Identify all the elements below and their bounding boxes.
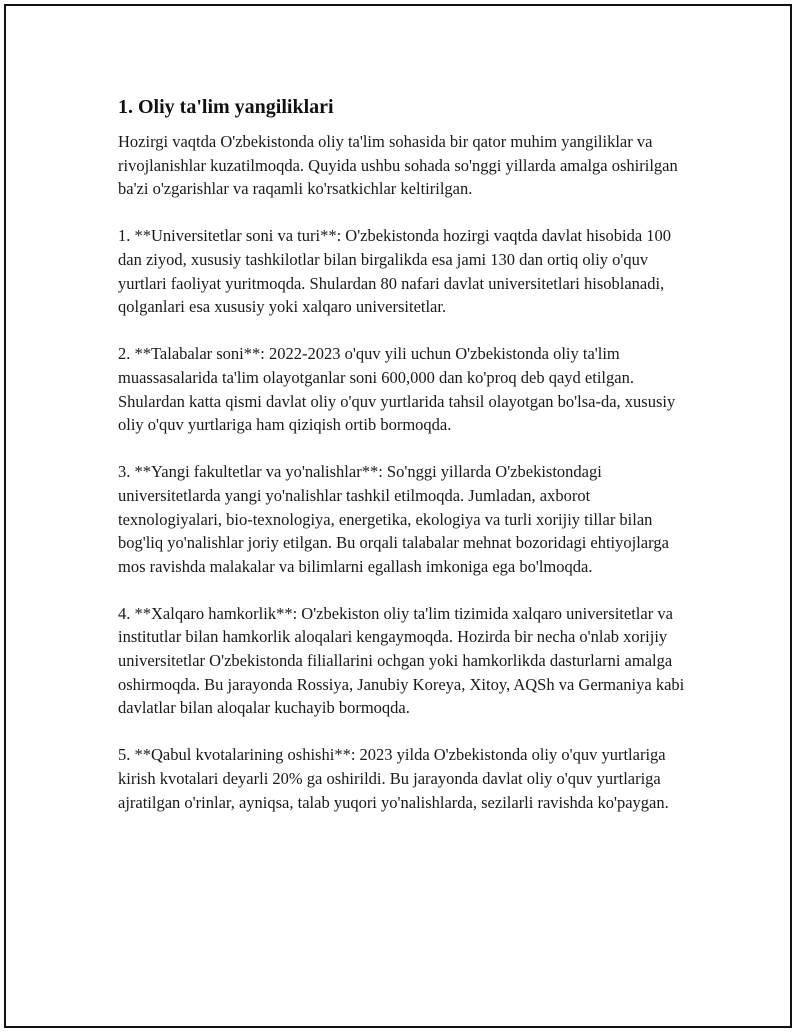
paragraph-admission-quotas: 5. **Qabul kvotalarining oshishi**: 2023 yilda O'zbekistonda oliy o'quv yurtlariga kirish kvotalari deyarli 20% ga oshirildi. Bu jarayonda davlat oliy o'quv yurtlariga ajratilgan o'rinlar, ayniqsa, talab yuqori yo'nalishlarda, sezilarli ravishda ko'paygan. [118,745,669,812]
paragraph-new-faculties: 3. **Yangi fakultetlar va yo'nalishlar**: So'nggi yillarda O'zbekistondagi universitetlarda yangi yo'nalishlar tashkil etilmoqda. Jumladan, axborot texnologiyalari, bio-texnologiya, energetika, ekologiya va turli xorijiy tillar bilan bog'liq yo'nalishlar joriy etilgan. Bu orqali talabalar mehnat bozoridagi ehtiyojlarga mos ravishda malakalar va bilimlarni egallash imkoniga ega bo'lmoqda. [118,462,669,576]
paragraph-international-cooperation: 4. **Xalqaro hamkorlik**: O'zbekiston oliy ta'lim tizimida xalqaro universitetlar va institutlar bilan hamkorlik aloqalari kengaymoqda. Hozirda bir necha o'nlab xorijiy universitetlar O'zbekistonda filiallarini ochgan yoki hamkorlikda dasturlarni amalga oshirmoqda. Bu jarayonda Rossiya, Janubiy Koreya, Xitoy, AQSh va Germaniya kabi davlatlar bilan aloqalar kuchayib bormoqda. [118,603,685,718]
paragraph-students: 2. **Talabalar soni**: 2022-2023 o'quv yili uchun O'zbekistonda oliy ta'lim muassasalarida ta'lim olayotganlar soni 600,000 dan ko'proq deb qayd etilgan. Shulardan katta qismi davlat oliy o'quv yurtlarida tahsil olayotgan bo'lsa-da, xususiy oliy o'quv yurtlariga ham qiziqish ortib bormoqda. [118,344,676,435]
document-body [118,94,698,838]
section-heading: 1. Oliy ta'lim yangiliklari [118,96,334,118]
intro-paragraph: Hozirgi vaqtda O'zbekistonda oliy ta'lim sohasida bir qator muhim yangiliklar va rivojlanishlar kuzatilmoqda. Quyida ushbu sohada so'nggi yillarda amalga oshirilgan ba'zi o'zgarishlar va raqamli ko'rsatkichlar keltirilgan. [118,132,678,199]
paragraph-universities: 1. **Universitetlar soni va turi**: O'zbekistonda hozirgi vaqtda davlat hisobida 100 dan ziyod, xususiy tashkilotlar bilan birgalikda esa jami 130 dan ortiq oliy o'quv yurtlari faoliyat yuritmoqda. Shulardan 80 nafari davlat universitetlari hisoblanadi, qolganlari esa xususiy yoki xalqaro universitetlar. [118,226,672,317]
